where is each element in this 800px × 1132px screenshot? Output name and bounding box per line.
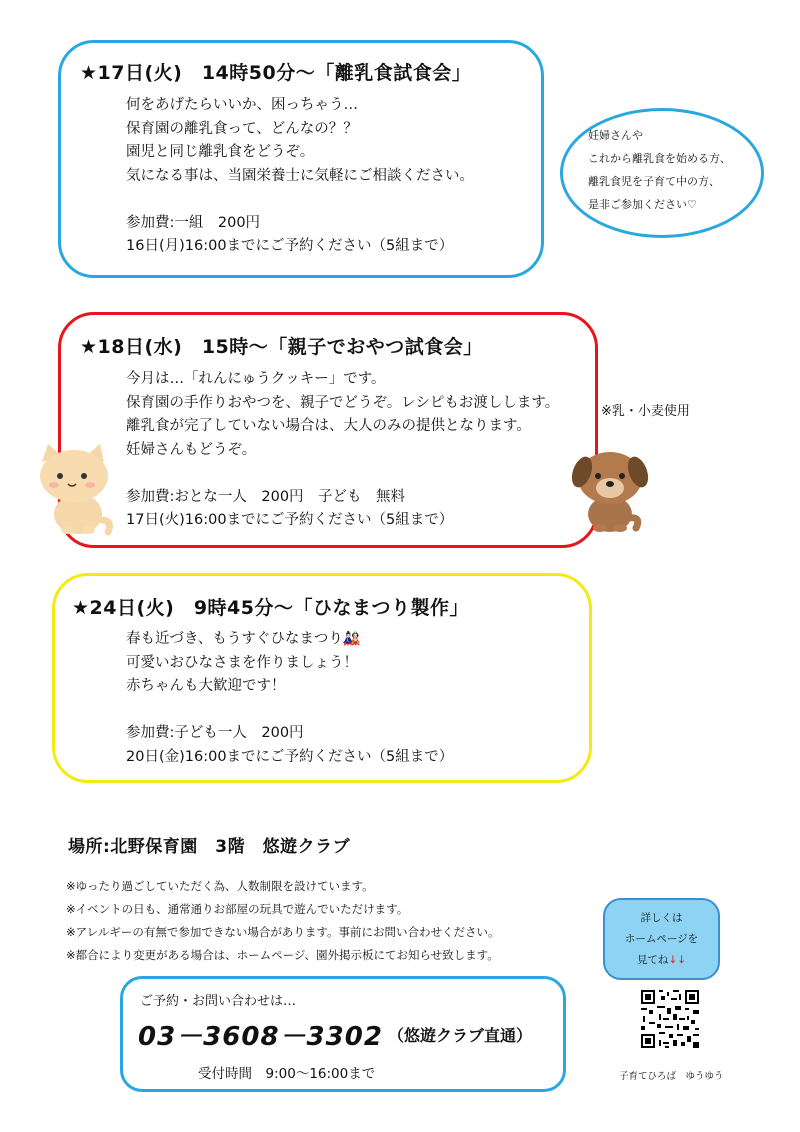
- event1-fee: 参加費:一組 200円: [126, 214, 261, 231]
- event2-fee: 参加費:おとな一人 200円 子ども 無料: [126, 488, 406, 505]
- down-arrow-icon: ↓↓: [668, 954, 687, 966]
- notice-item: ※ゆったり過ごしていただく為、人数制限を設けています。: [66, 879, 374, 893]
- event2-line: 離乳食が完了していない場合は、大人のみの提供となります。: [126, 418, 531, 434]
- homepage-line2: ホームページを: [624, 933, 699, 945]
- bubble-line: 妊婦さんや: [588, 129, 643, 142]
- phone-note: （悠遊クラブ直通）: [388, 1026, 533, 1045]
- event2-description: [126, 368, 559, 533]
- bubble-text: [588, 124, 731, 216]
- event2-line: 妊婦さんもどうぞ。: [126, 441, 257, 458]
- event1-line: 園児と同じ離乳食をどうぞ。: [126, 144, 315, 160]
- event3-description: [126, 628, 453, 769]
- event3-fee: 参加費:子ども一人 200円: [126, 725, 304, 741]
- event3-line: 可愛いおひなさまを作りましょう！: [126, 654, 358, 671]
- homepage-text: [603, 908, 720, 971]
- event1-description: [126, 94, 474, 259]
- event1-line: 何をあげたらいいか、困っちゃう…: [126, 97, 358, 113]
- place-heading: 場所:北野保育園 3階 悠遊クラブ: [68, 837, 351, 857]
- event3-reserve: 20日(金)16:00までにご予約ください（5組まで）: [126, 748, 454, 765]
- notice-item: ※イベントの日も、通常通りお部屋の玩具で遊んでいただけます。: [66, 902, 409, 916]
- contact-lead: ご予約・お問い合わせは…: [140, 994, 297, 1009]
- homepage-line3: [603, 950, 720, 971]
- event2-line: 保育園の手作りおやつを、親子でどうぞ。レシピもお渡しします。: [126, 394, 560, 411]
- event1-reserve: 16日(月)16:00までにご予約ください（5組まで）: [126, 238, 454, 254]
- homepage-line1: 詳しくは: [640, 912, 683, 924]
- event1-title: ★17日(火) 14時50分～「離乳食試食会」: [80, 62, 472, 84]
- bubble-line: これから離乳食を始める方、: [588, 152, 731, 165]
- reception-hours: 受付時間 9:00～16:00まで: [198, 1066, 376, 1082]
- qr-label: 子育てひろば ゆうゆう: [619, 1071, 724, 1082]
- notice-item: ※アレルギーの有無で参加できない場合があります。事前にお問い合わせください。: [66, 925, 500, 939]
- event2-line: 今月は…「れんにゅうクッキー」です。: [126, 371, 386, 387]
- event3-line: 春も近づき、もうすぐひなまつり🎎: [126, 631, 361, 647]
- notice-item: ※都合により変更がある場合は、ホームページ、園外掲示板にてお知らせ致します。: [66, 948, 499, 962]
- event2-title: ★18日(水) 15時～「親子でおやつ試食会」: [80, 336, 483, 358]
- cat-icon: [34, 440, 118, 536]
- bubble-line: 離乳食児を子育て中の方、: [588, 175, 720, 188]
- phone-number[interactable]: 03－3608－3302: [138, 1022, 383, 1052]
- event1-line: 保育園の離乳食って、どんなの？？: [126, 120, 358, 137]
- event2-reserve: 17日(火)16:00までにご予約ください（5組まで）: [126, 512, 454, 528]
- notice-list: [66, 875, 499, 967]
- event3-title: ★24日(火) 9時45分～「ひなまつり製作」: [72, 597, 470, 619]
- qr-code-icon[interactable]: [639, 988, 701, 1050]
- bubble-line: 是非ご参加ください♡: [588, 198, 697, 211]
- event1-line: 気になる事は、当園栄養士に気軽にご相談ください。: [126, 167, 474, 184]
- event3-line: 赤ちゃんも大歓迎です！: [126, 678, 286, 694]
- dog-icon: [570, 444, 660, 534]
- homepage-line3-text: 見てね: [636, 954, 669, 966]
- allergen-note: ※乳・小麦使用: [601, 404, 690, 419]
